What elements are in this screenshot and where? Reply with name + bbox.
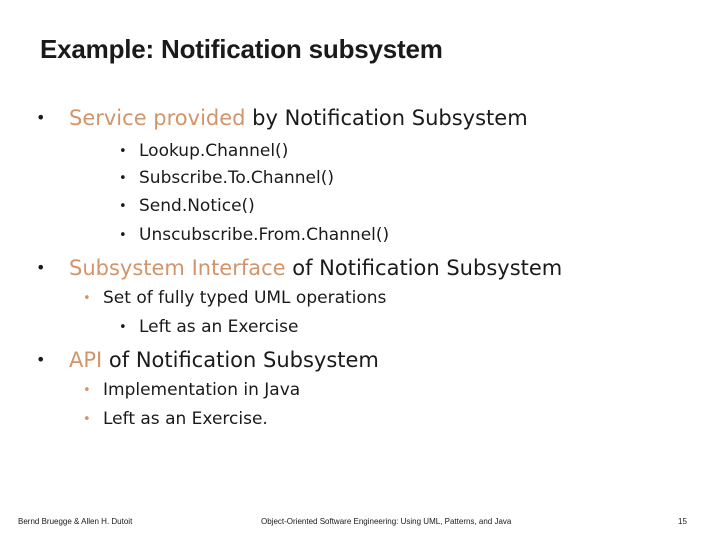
bullet-glyph: • bbox=[83, 291, 91, 306]
bullet-text: of Notification Subsystem bbox=[285, 256, 563, 280]
footer-authors: Bernd Bruegge & Allen H. Dutoit bbox=[18, 517, 133, 526]
list-item bbox=[119, 225, 389, 245]
bullet-text: by Notification Subsystem bbox=[245, 106, 528, 130]
list-item-text: Send.Notice() bbox=[139, 196, 255, 216]
footer-book-title: Object-Oriented Software Engineering: Using UML, Patterns, and Java bbox=[261, 517, 512, 526]
footer-page-number: 15 bbox=[678, 517, 687, 526]
bullet-glyph: • bbox=[36, 108, 46, 127]
bullet-glyph: • bbox=[119, 171, 127, 186]
bullet-subsystem-interface bbox=[36, 256, 562, 280]
bullet-glyph: • bbox=[36, 350, 46, 369]
bullet-service-provided bbox=[36, 106, 528, 130]
bullet-glyph: • bbox=[119, 144, 127, 159]
list-item bbox=[83, 380, 300, 400]
bullet-api bbox=[36, 348, 379, 372]
list-item-text: Lookup.Channel() bbox=[139, 141, 289, 161]
list-item bbox=[119, 196, 255, 216]
list-item-text: Left as an Exercise bbox=[139, 317, 299, 337]
bullet-glyph: • bbox=[119, 320, 127, 335]
bullet-accent-text: Service provided bbox=[69, 106, 246, 130]
list-item bbox=[119, 317, 298, 337]
list-item-text: Set of fully typed UML operations bbox=[103, 288, 387, 308]
bullet-accent-text: Subsystem Interface bbox=[69, 256, 286, 280]
bullet-accent-text: API bbox=[69, 348, 103, 372]
bullet-glyph: • bbox=[83, 383, 91, 398]
bullet-text: of Notification Subsystem bbox=[102, 348, 379, 372]
list-item bbox=[83, 288, 386, 308]
list-item-text: Unscubscribe.From.Channel() bbox=[139, 225, 390, 245]
list-item-text: Subscribe.To.Channel() bbox=[139, 168, 334, 188]
bullet-glyph: • bbox=[119, 199, 127, 214]
bullet-glyph: • bbox=[119, 228, 127, 243]
list-item-text: Left as an Exercise. bbox=[103, 409, 268, 429]
bullet-glyph: • bbox=[83, 412, 91, 427]
list-item bbox=[119, 141, 288, 161]
page-title: Example: Notification subsystem bbox=[40, 34, 443, 64]
bullet-glyph: • bbox=[36, 258, 46, 277]
list-item bbox=[83, 409, 268, 429]
list-item bbox=[119, 168, 334, 188]
list-item-text: Implementation in Java bbox=[103, 380, 301, 400]
